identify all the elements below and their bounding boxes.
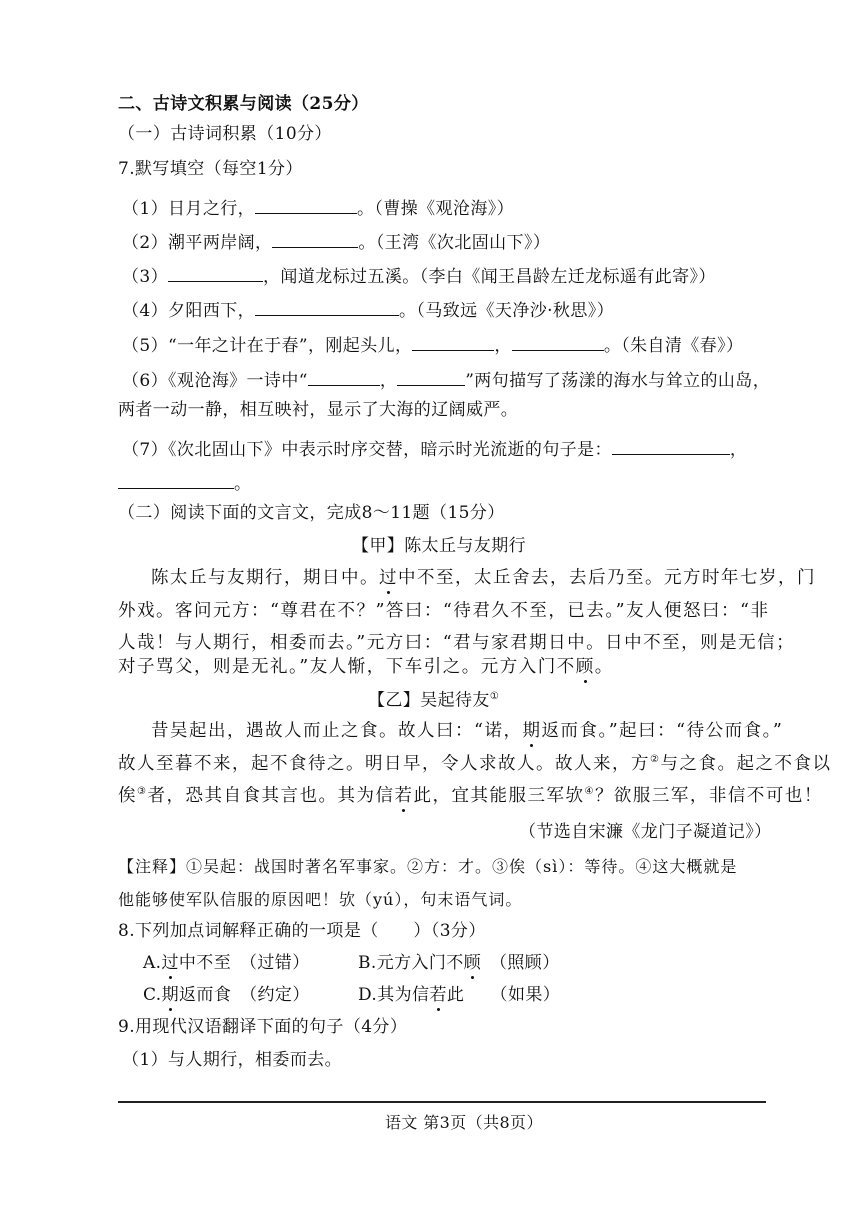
page-footer: 语文 第3页（共8页） [385, 1113, 543, 1132]
option-a[interactable]: A.过中不至 （过错） [143, 953, 310, 973]
part-title: （二）阅读下面的文言文，完成8～11题（15分） [118, 503, 505, 523]
fill-item-4: （4）夕阳西下， 。（马致远《天净沙·秋思》） [122, 298, 614, 320]
fill-item-2: （2）潮平两岸阔， 。（王湾《次北固山下》） [122, 230, 550, 252]
passage-title: 【甲】陈太丘与友期行 [352, 536, 526, 556]
fill-item-3: （3） ，闻道龙标过五溪。（李白《闻王昌龄左迁龙标遥有此寄》） [122, 264, 716, 286]
passage-line: 昔吴起出，遇故人而止之食。故人曰：“诺，期返而食。”起曰：“待公而食。” [151, 721, 784, 741]
option-d[interactable]: D.其为信若此 （如果） [358, 985, 561, 1005]
passage-line: 陈太丘与友期行，期日中。过中不至，太丘舍去，去后乃至。元方时年七岁，门 [151, 568, 816, 588]
option-b[interactable]: B.元方入门不顾 （照顾） [358, 953, 560, 973]
answer-blank[interactable] [397, 368, 465, 386]
fill-item-5: （5）“一年之计在于春”，刚起头儿， ， 。（朱自清《春》） [122, 333, 743, 355]
answer-blank[interactable] [255, 196, 357, 214]
fill-item-1: （1）日月之行， 。（曹操《观沧海》） [122, 196, 514, 218]
answer-blank[interactable] [272, 230, 358, 248]
note-line: 【注释】①吴起：战国时著名军事家。②方：才。③俟（sì）：等待。④这大概就是 [118, 857, 738, 876]
passage-source: （节选自宋濂《龙门子凝道记》） [519, 822, 772, 842]
answer-blank[interactable] [168, 264, 263, 282]
passage-line: 俟③者，恐其自食其言也。其为信若此，宜其能服三军欤④？欲服三军，非信不可也！ [118, 785, 823, 806]
answer-blank[interactable] [512, 333, 604, 351]
question-title: 8.下列加点词解释正确的一项是（ ）（3分） [118, 921, 486, 941]
answer-blank[interactable] [118, 471, 234, 489]
note-line: 他能够使军队信服的原因吧！欤（yú），句末语气词。 [118, 890, 523, 909]
answer-blank[interactable] [308, 368, 380, 386]
translate-item-1: （1）与人期行，相委而去。 [122, 1050, 343, 1070]
fill-item-7-cont: 。 [118, 471, 251, 493]
footer-divider [118, 1101, 766, 1103]
passage-line: 外戏。客问元方：“尊君在不？”答曰：“待君久不至，已去。”友人便怒曰：“非 [118, 601, 770, 621]
answer-blank[interactable] [412, 333, 494, 351]
fill-item-6-cont: 两者一动一静，相互映衬，显示了大海的辽阔威严。 [118, 400, 519, 420]
passage-line: 人哉！与人期行，相委而去。”元方曰：“君与家君期日中。日中不至，则是无信； [118, 633, 796, 653]
passage-line: 故人至暮不来，起不食待之。明日早，令人求故人。故人来，方②与之食。起之不食以 [118, 753, 832, 774]
question-title: 9.用现代汉语翻译下面的句子（4分） [118, 1017, 408, 1037]
question-title: 7.默写填空（每空1分） [118, 159, 303, 179]
passage-title: 【乙】吴起待友① [368, 690, 500, 711]
passage-line: 对子骂父，则是无礼。”友人惭，下车引之。元方入门不顾。 [118, 657, 614, 677]
part-title: （一）古诗词积累（10分） [118, 124, 332, 144]
answer-blank[interactable] [255, 298, 399, 316]
option-c[interactable]: C.期返而食 （约定） [143, 985, 310, 1005]
fill-item-6: （6）《观沧海》一诗中“ ， ”两句描写了荡漾的海水与耸立的山岛， [122, 368, 770, 390]
fill-item-7: （7）《次北固山下》中表示时序交替，暗示时光流逝的句子是： ， [122, 437, 747, 459]
section-title: 二、古诗文积累与阅读（25分） [118, 94, 369, 114]
answer-blank[interactable] [612, 437, 730, 455]
